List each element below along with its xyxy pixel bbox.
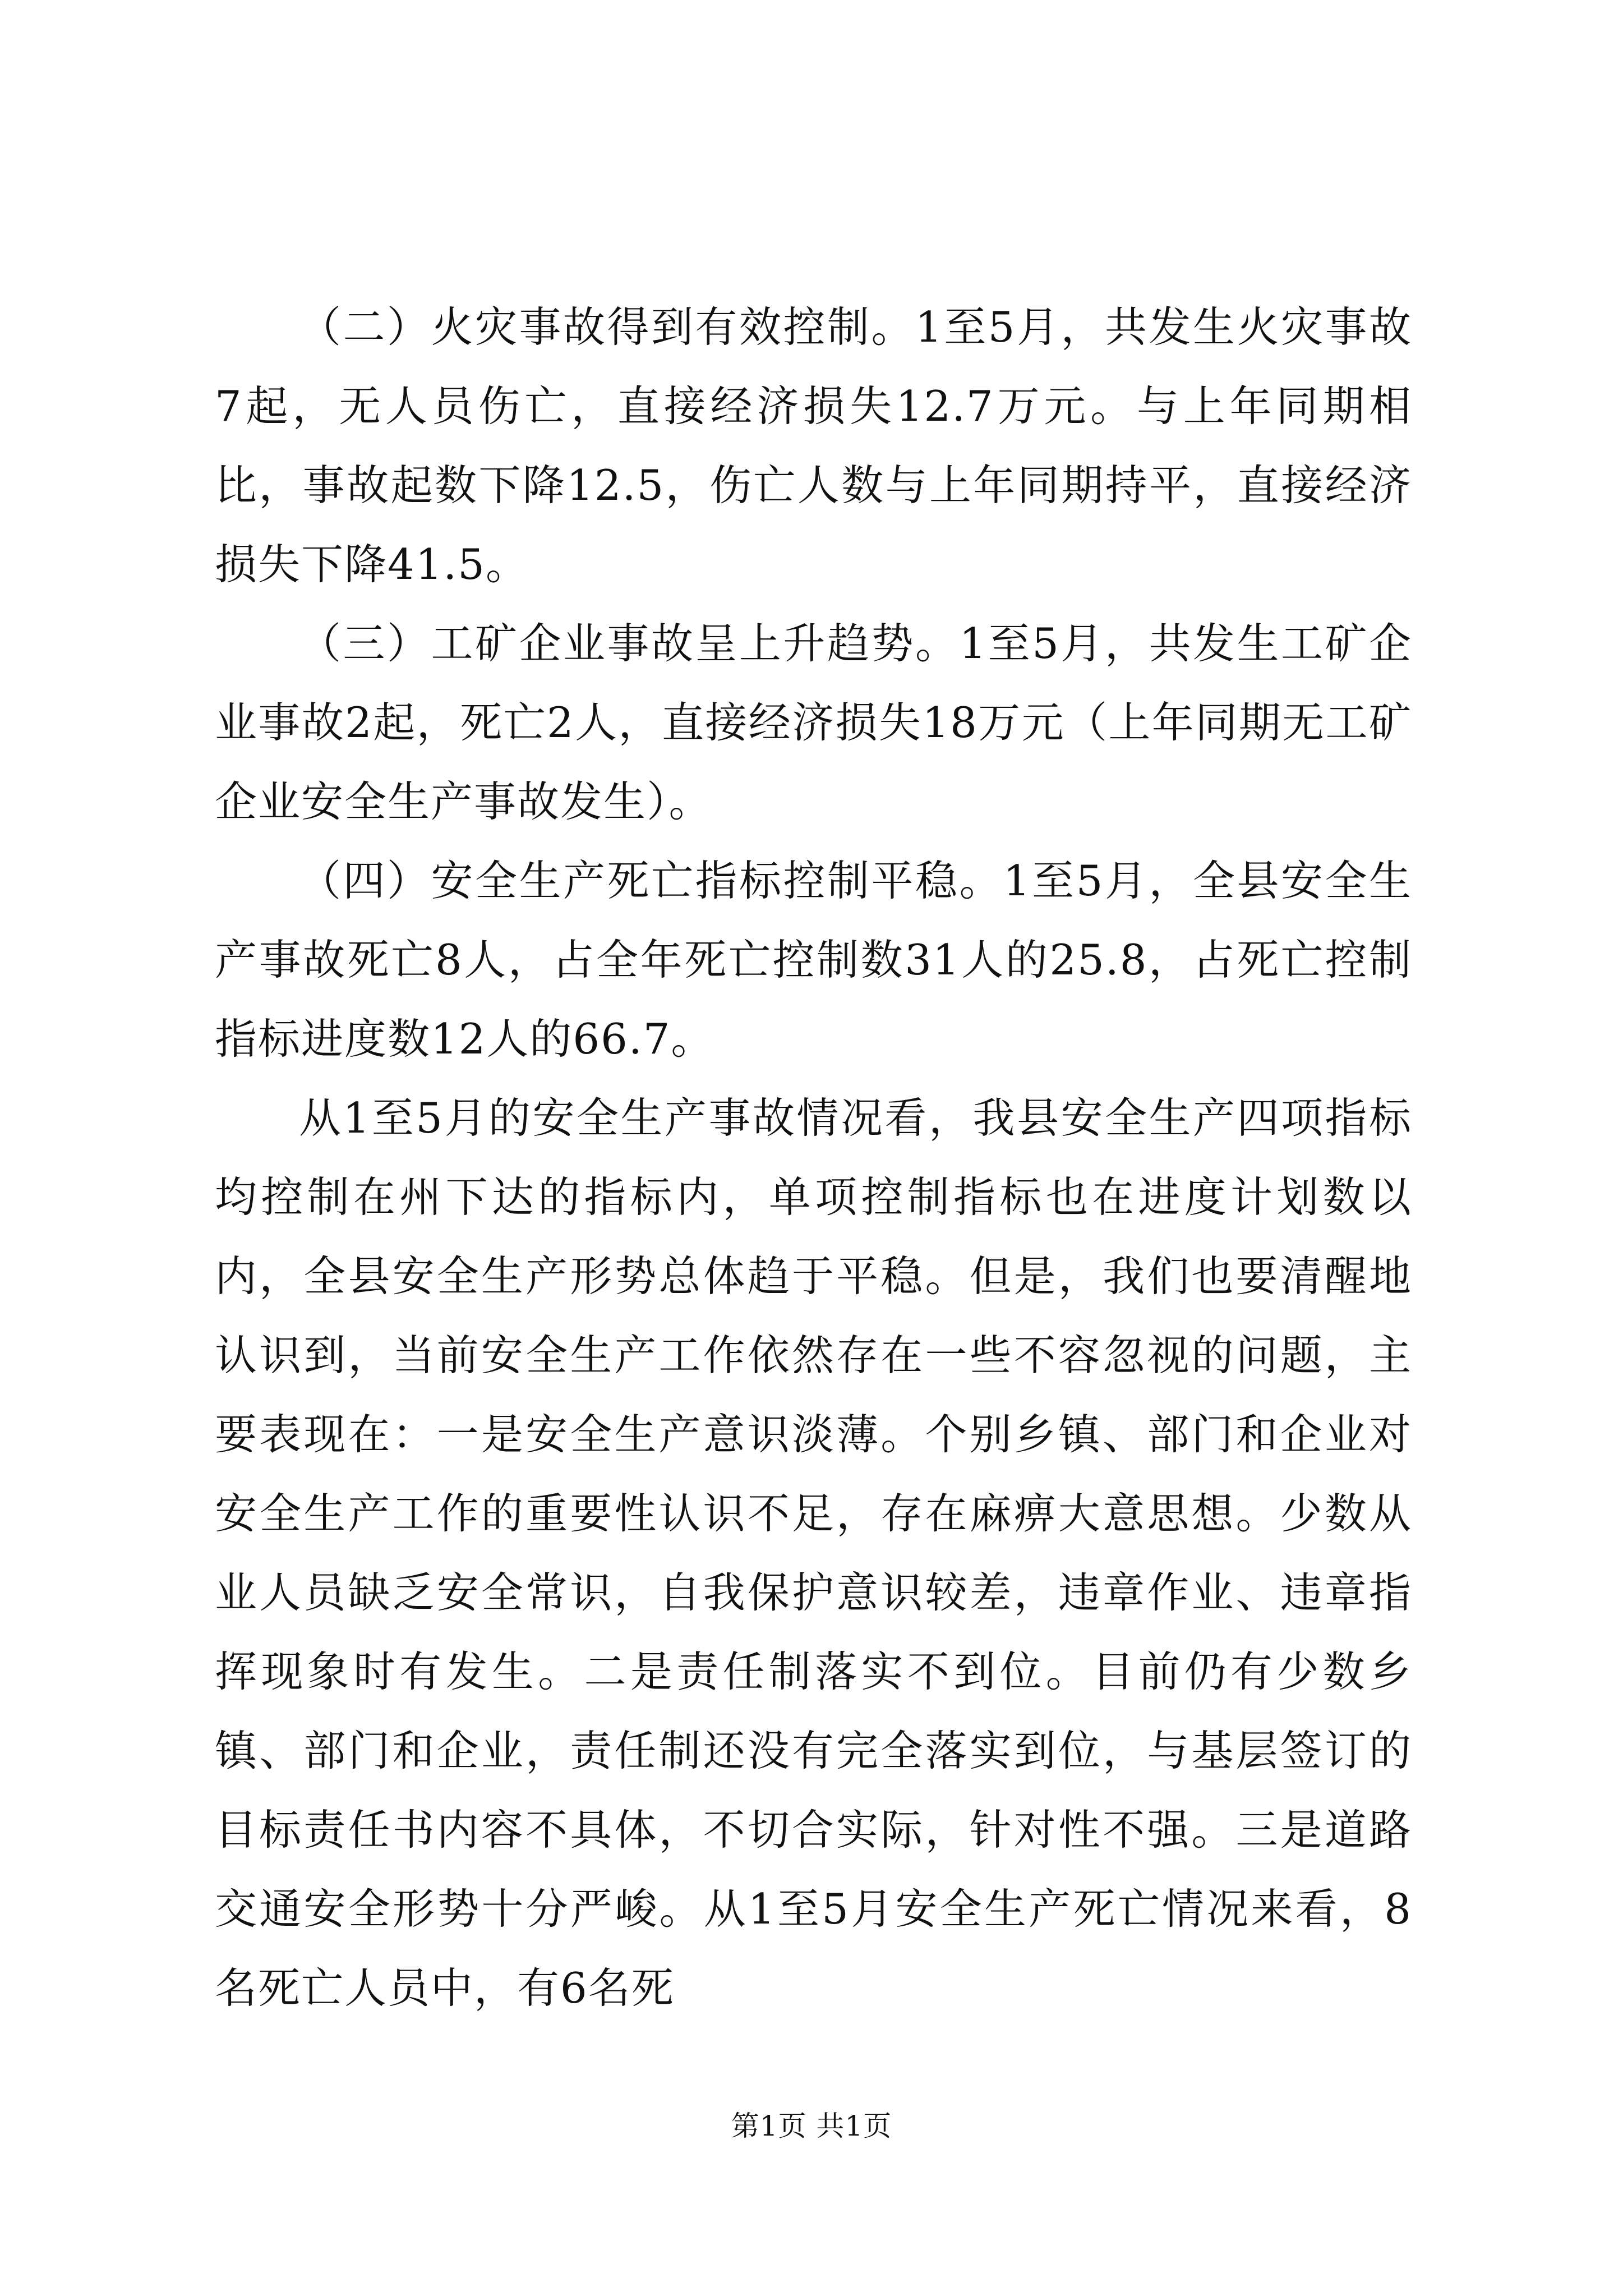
document-body	[215, 288, 1412, 2028]
paragraph-death-indicators: （四）安全生产死亡指标控制平稳。1至5月，全县安全生产事故死亡8人，占全年死亡控制数31人的25.8，占死亡控制指标进度数12人的66.7。	[215, 856, 1412, 1064]
paragraph-industrial-accidents: （三）工矿企业事故呈上升趋势。1至5月，共发生工矿企业事故2起，死亡2人，直接经济损失18万元（上年同期无工矿企业安全生产事故发生）。	[215, 619, 1412, 826]
paragraph-fire-accidents: （二）火灾事故得到有效控制。1至5月，共发生火灾事故7起，无人员伤亡，直接经济损失12.7万元。与上年同期相比，事故起数下降12.5，伤亡人数与上年同期持平，直接经济损失下降41.5。	[215, 302, 1412, 589]
paragraph-overall-assessment: 从1至5月的安全生产事故情况看，我县安全生产四项指标均控制在州下达的指标内，单项控制指标也在进度计划数以内，全县安全生产形势总体趋于平稳。但是，我们也要清醒地认识到，当前安全生产工作依然存在一些不容忽视的问题，主要表现在：一是安全生产意识淡薄。个别乡镇、部门和企业对安全生产工作的重要性认识不足，存在麻痹大意思想。少数从业人员缺乏安全常识，自我保护意识较差，违章作业、违章指挥现象时有发生。二是责任制落实不到位。目前仍有少数乡镇、部门和企业，责任制还没有完全落实到位，与基层签订的目标责任书内容不具体，不切合实际，针对性不强。三是道路交通安全形势十分严峻。从1至5月安全生产死亡情况来看，8名死亡人员中，有6名死	[215, 1093, 1412, 2013]
page-footer: 第1页 共1页	[731, 2110, 892, 2142]
